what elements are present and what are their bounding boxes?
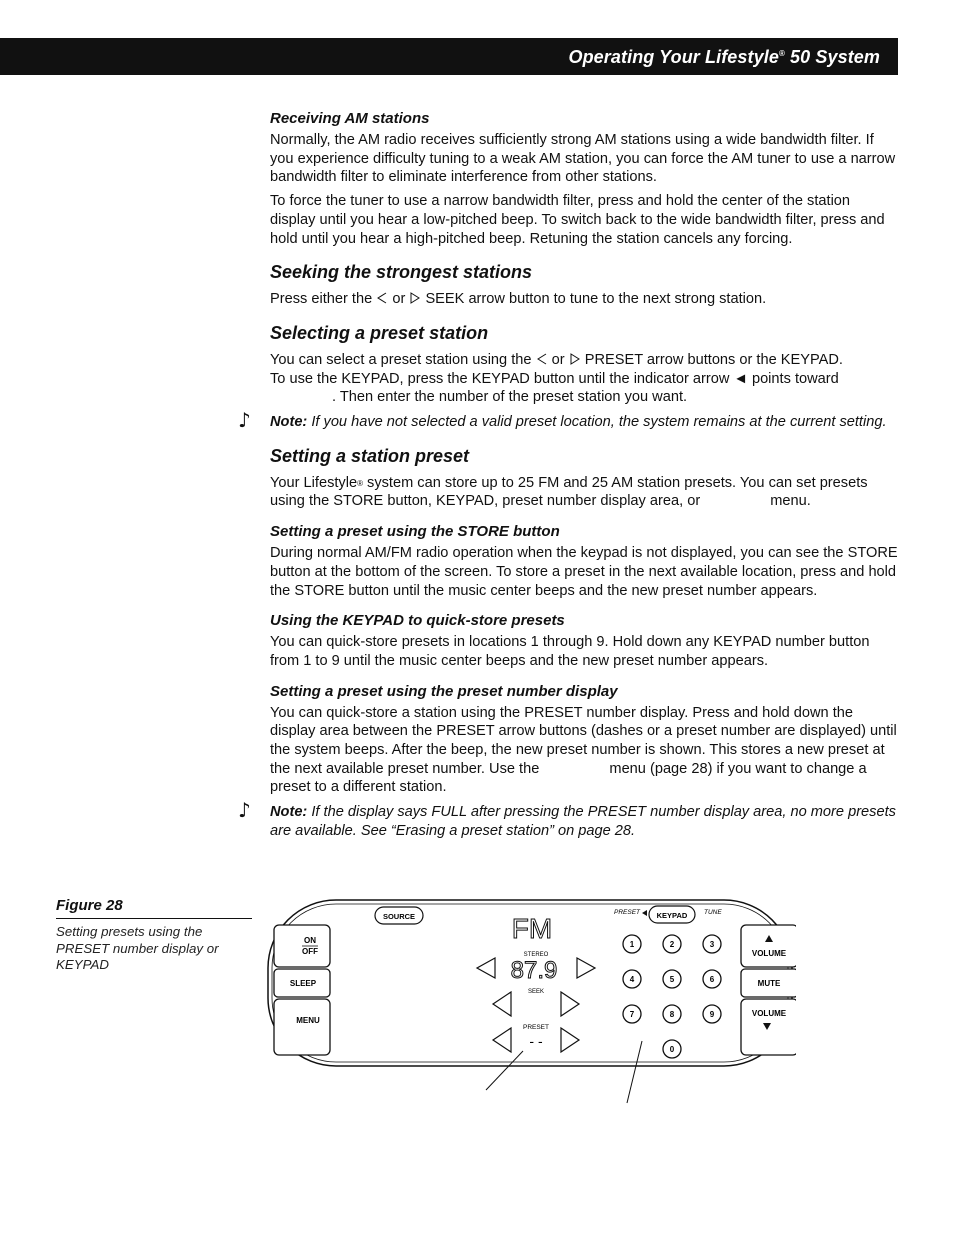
svg-text:SOURCE: SOURCE [382, 912, 416, 921]
page-header [0, 38, 898, 75]
keypad-9-button[interactable] [703, 1005, 721, 1023]
heading-seeking: Seeking the strongest stations [270, 262, 533, 283]
setting-para: Your Lifestyle® system can store up to 25 FM and 25 AM station presets. You can set presets using the STORE button, KEYPAD, preset number display area, or menu. [270, 474, 868, 510]
svg-text:5: 5 [669, 975, 675, 984]
svg-text:3: 3 [709, 940, 715, 949]
svg-text:8: 8 [669, 1010, 675, 1019]
main-content [238, 110, 898, 841]
svg-text:KEYPAD: KEYPAD [656, 911, 688, 920]
right-arrow-icon [409, 292, 421, 304]
preset-number-display[interactable]: - - [529, 1033, 543, 1049]
volume-down-button[interactable] [741, 999, 796, 1055]
keypad-4-button[interactable] [623, 970, 641, 988]
heading-store-button: Setting a preset using the STORE button [270, 523, 560, 541]
stereo-indicator: STEREO [523, 952, 549, 958]
keypad-0-button[interactable] [663, 1040, 681, 1058]
receiving-am-para2: To force the tuner to use a narrow bandwidth filter, press and hold the center of the station display until you hear a low-pitched beep. To switch back to the wide bandwidth filter, press and hold until you hear a high-pitched beep. Retuning the station cancels any forcing. [270, 193, 885, 247]
volume-up-button[interactable] [741, 925, 796, 967]
figure-rule [56, 918, 252, 919]
heading-selecting: Selecting a preset station [270, 322, 489, 343]
svg-text:7: 7 [629, 1010, 635, 1019]
mute-button[interactable] [741, 969, 796, 997]
keypad-3-button[interactable] [703, 935, 721, 953]
left-arrow-icon [376, 292, 388, 304]
store-para: During normal AM/FM radio operation when the keypad is not displayed, you can see the STORE button at the bottom of the screen. To store a preset in the next available location, press and hold the STORE button until the music center beeps and the new preset number appears. [270, 545, 898, 599]
heading-setting: Setting a station preset [270, 445, 470, 466]
sleep-button[interactable] [274, 969, 330, 997]
frequency-display[interactable]: 87.9 [510, 957, 558, 984]
right-arrow-icon [569, 353, 581, 365]
svg-text:ON: ON [304, 936, 316, 945]
preset-label: PRESET [522, 1024, 550, 1031]
keypad-button[interactable] [649, 906, 695, 923]
note-display: ♪ Note: If the display says FULL after pressing the PRESET number display area, no more presets are available. See “Erasing a preset station” on page 28. [238, 798, 896, 839]
selecting-para: You can select a preset station using the or PRESET arrow buttons or the KEYPAD. To use the KEYPAD, press the KEYPAD button until the indicator arrow ◄ points toward . Then enter the number of the preset station you want. [270, 351, 843, 406]
keypad-7-button[interactable] [623, 1005, 641, 1023]
music-note-icon: ♪ [238, 408, 251, 433]
svg-text:SLEEP: SLEEP [289, 979, 317, 988]
menu-button[interactable] [274, 999, 330, 1055]
seek-label: SEEK [527, 989, 545, 995]
page-title [568, 47, 880, 68]
source-button[interactable] [375, 907, 423, 924]
keypad-6-button[interactable] [703, 970, 721, 988]
music-note-icon: ♪ [238, 798, 251, 823]
left-arrow-icon [536, 353, 548, 365]
note-selecting: ♪ Note: If you have not selected a valid preset location, the system remains at the current setting. [238, 408, 887, 433]
svg-text:6: 6 [709, 975, 715, 984]
keypad-2-button[interactable] [663, 935, 681, 953]
keypad-1-button[interactable] [623, 935, 641, 953]
remote-display-illustration [266, 898, 796, 1110]
keypad-para: You can quick-store presets in locations 1 through 9. Hold down any KEYPAD number button from 1 to 9 until the music center beeps and the new preset number appears. [270, 634, 870, 669]
title-tail: 50 System [784, 47, 880, 67]
heading-display: Setting a preset using the preset number display [270, 682, 618, 700]
on-off-button[interactable] [274, 925, 330, 967]
preset-indicator-label: PRESET [614, 909, 641, 916]
heading-keypad: Using the KEYPAD to quick-store presets [270, 612, 565, 630]
figure-title: Figure 28 [56, 897, 123, 914]
svg-text:OFF: OFF [302, 947, 318, 956]
title-main: Operating Your Lifestyle [568, 47, 779, 67]
keypad-5-button[interactable] [663, 970, 681, 988]
seeking-para: Press either the or SEEK arrow button to tune to the next strong station. [270, 291, 767, 308]
svg-text:0: 0 [669, 1045, 675, 1054]
receiving-am-para1: Normally, the AM radio receives sufficiently strong AM stations using a wide bandwidth filter. If you experience difficulty tuning to a weak AM station, you can force the AM tuner to use a narrow bandwidth filter to eliminate interference from other stations. [270, 132, 896, 186]
svg-text:4: 4 [629, 975, 635, 984]
registered-mark: ® [778, 49, 785, 58]
svg-text:1: 1 [629, 940, 635, 949]
figure-caption: Setting presets using the PRESET number display or KEYPAD [56, 924, 219, 972]
band-display: FM [511, 913, 553, 944]
tune-indicator-label: TUNE [704, 909, 722, 916]
svg-text:2: 2 [669, 940, 675, 949]
svg-text:MUTE: MUTE [757, 979, 781, 988]
svg-text:MENU: MENU [296, 1016, 320, 1025]
heading-receiving-am: Receiving AM stations [270, 110, 430, 127]
svg-text:9: 9 [709, 1010, 715, 1019]
display-para: You can quick-store a station using the PRESET number display. Press and hold down the display area between the PRESET arrow buttons (dashes or a preset number are displayed) until the system beeps. After the beep, the new preset number is shown. This stores a new preset at the next available preset number. Use the menu (page 28) if you want to change a preset to a different station. [270, 704, 897, 796]
svg-text:VOLUME: VOLUME [751, 1009, 787, 1018]
keypad-8-button[interactable] [663, 1005, 681, 1023]
svg-text:VOLUME: VOLUME [751, 949, 787, 958]
